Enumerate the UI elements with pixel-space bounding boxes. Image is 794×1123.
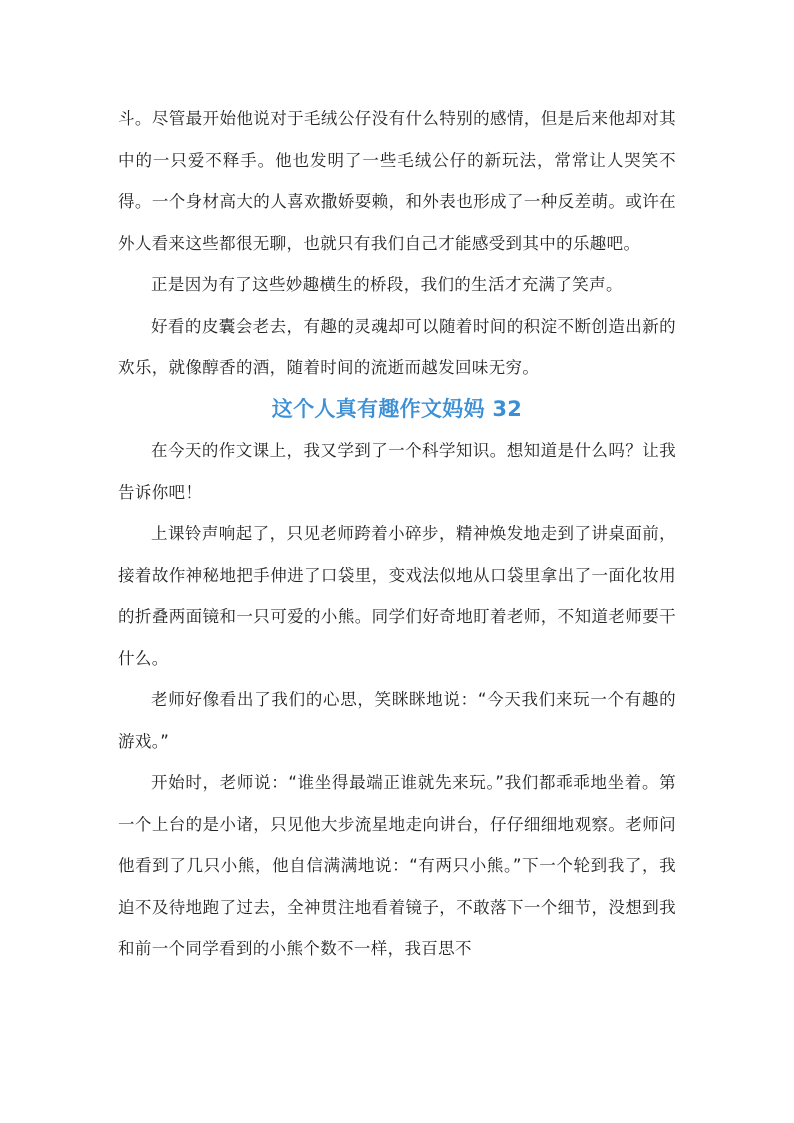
section-paragraph-2: 上课铃声响起了，只见老师跨着小碎步，精神焕发地走到了讲桌面前，接着故作神秘地把手伸进了口袋里，变戏法似地从口袋里拿出了一面化妆用的折叠两面镜和一只可爱的小熊。同学们好奇地盯着老师，不知道老师要干什么。: [118, 524, 676, 668]
section-paragraph-3: 老师好像看出了我们的心思，笑眯眯地说：“今天我们来玩一个有趣的游戏。”: [118, 690, 676, 751]
section-paragraph-1: 在今天的作文课上，我又学到了一个科学知识。想知道是什么吗？让我告诉你吧！: [118, 441, 676, 502]
intro-paragraph-1: 斗。尽管最开始他说对于毛绒公仔没有什么特别的感情，但是后来他却对其中的一只爱不释手。他也发明了一些毛绒公仔的新玩法，常常让人哭笑不得。一个身材高大的人喜欢撒娇耍赖，和外表也形成了一种反差萌。或许在外人看来这些都很无聊，也就只有我们自己才能感受到其中的乐趣吧。: [118, 109, 676, 253]
section-paragraph-4: 开始时，老师说：“谁坐得最端正谁就先来玩。”我们都乖乖地坐着。第一个上台的是小诸，只见他大步流星地走向讲台，仔仔细细地观察。老师问他看到了几只小熊，他自信满满地说：“有两只小熊。”下一个轮到我了，我迫不及待地跑了过去，全神贯注地看着镜子，不敢落下一个细节，没想到我和前一个同学看到的小熊个数不一样，我百思不: [118, 773, 676, 958]
intro-paragraph-2: 正是因为有了这些妙趣横生的桥段，我们的生活才充满了笑声。: [151, 275, 623, 294]
document-body: [118, 98, 676, 970]
intro-paragraph-3: 好看的皮囊会老去，有趣的灵魂却可以随着时间的积淀不断创造出新的欢乐，就像醇香的酒，随着时间的流逝而越发回味无穷。: [118, 316, 676, 377]
section-title: 这个人真有趣作文妈妈 32: [271, 396, 523, 421]
